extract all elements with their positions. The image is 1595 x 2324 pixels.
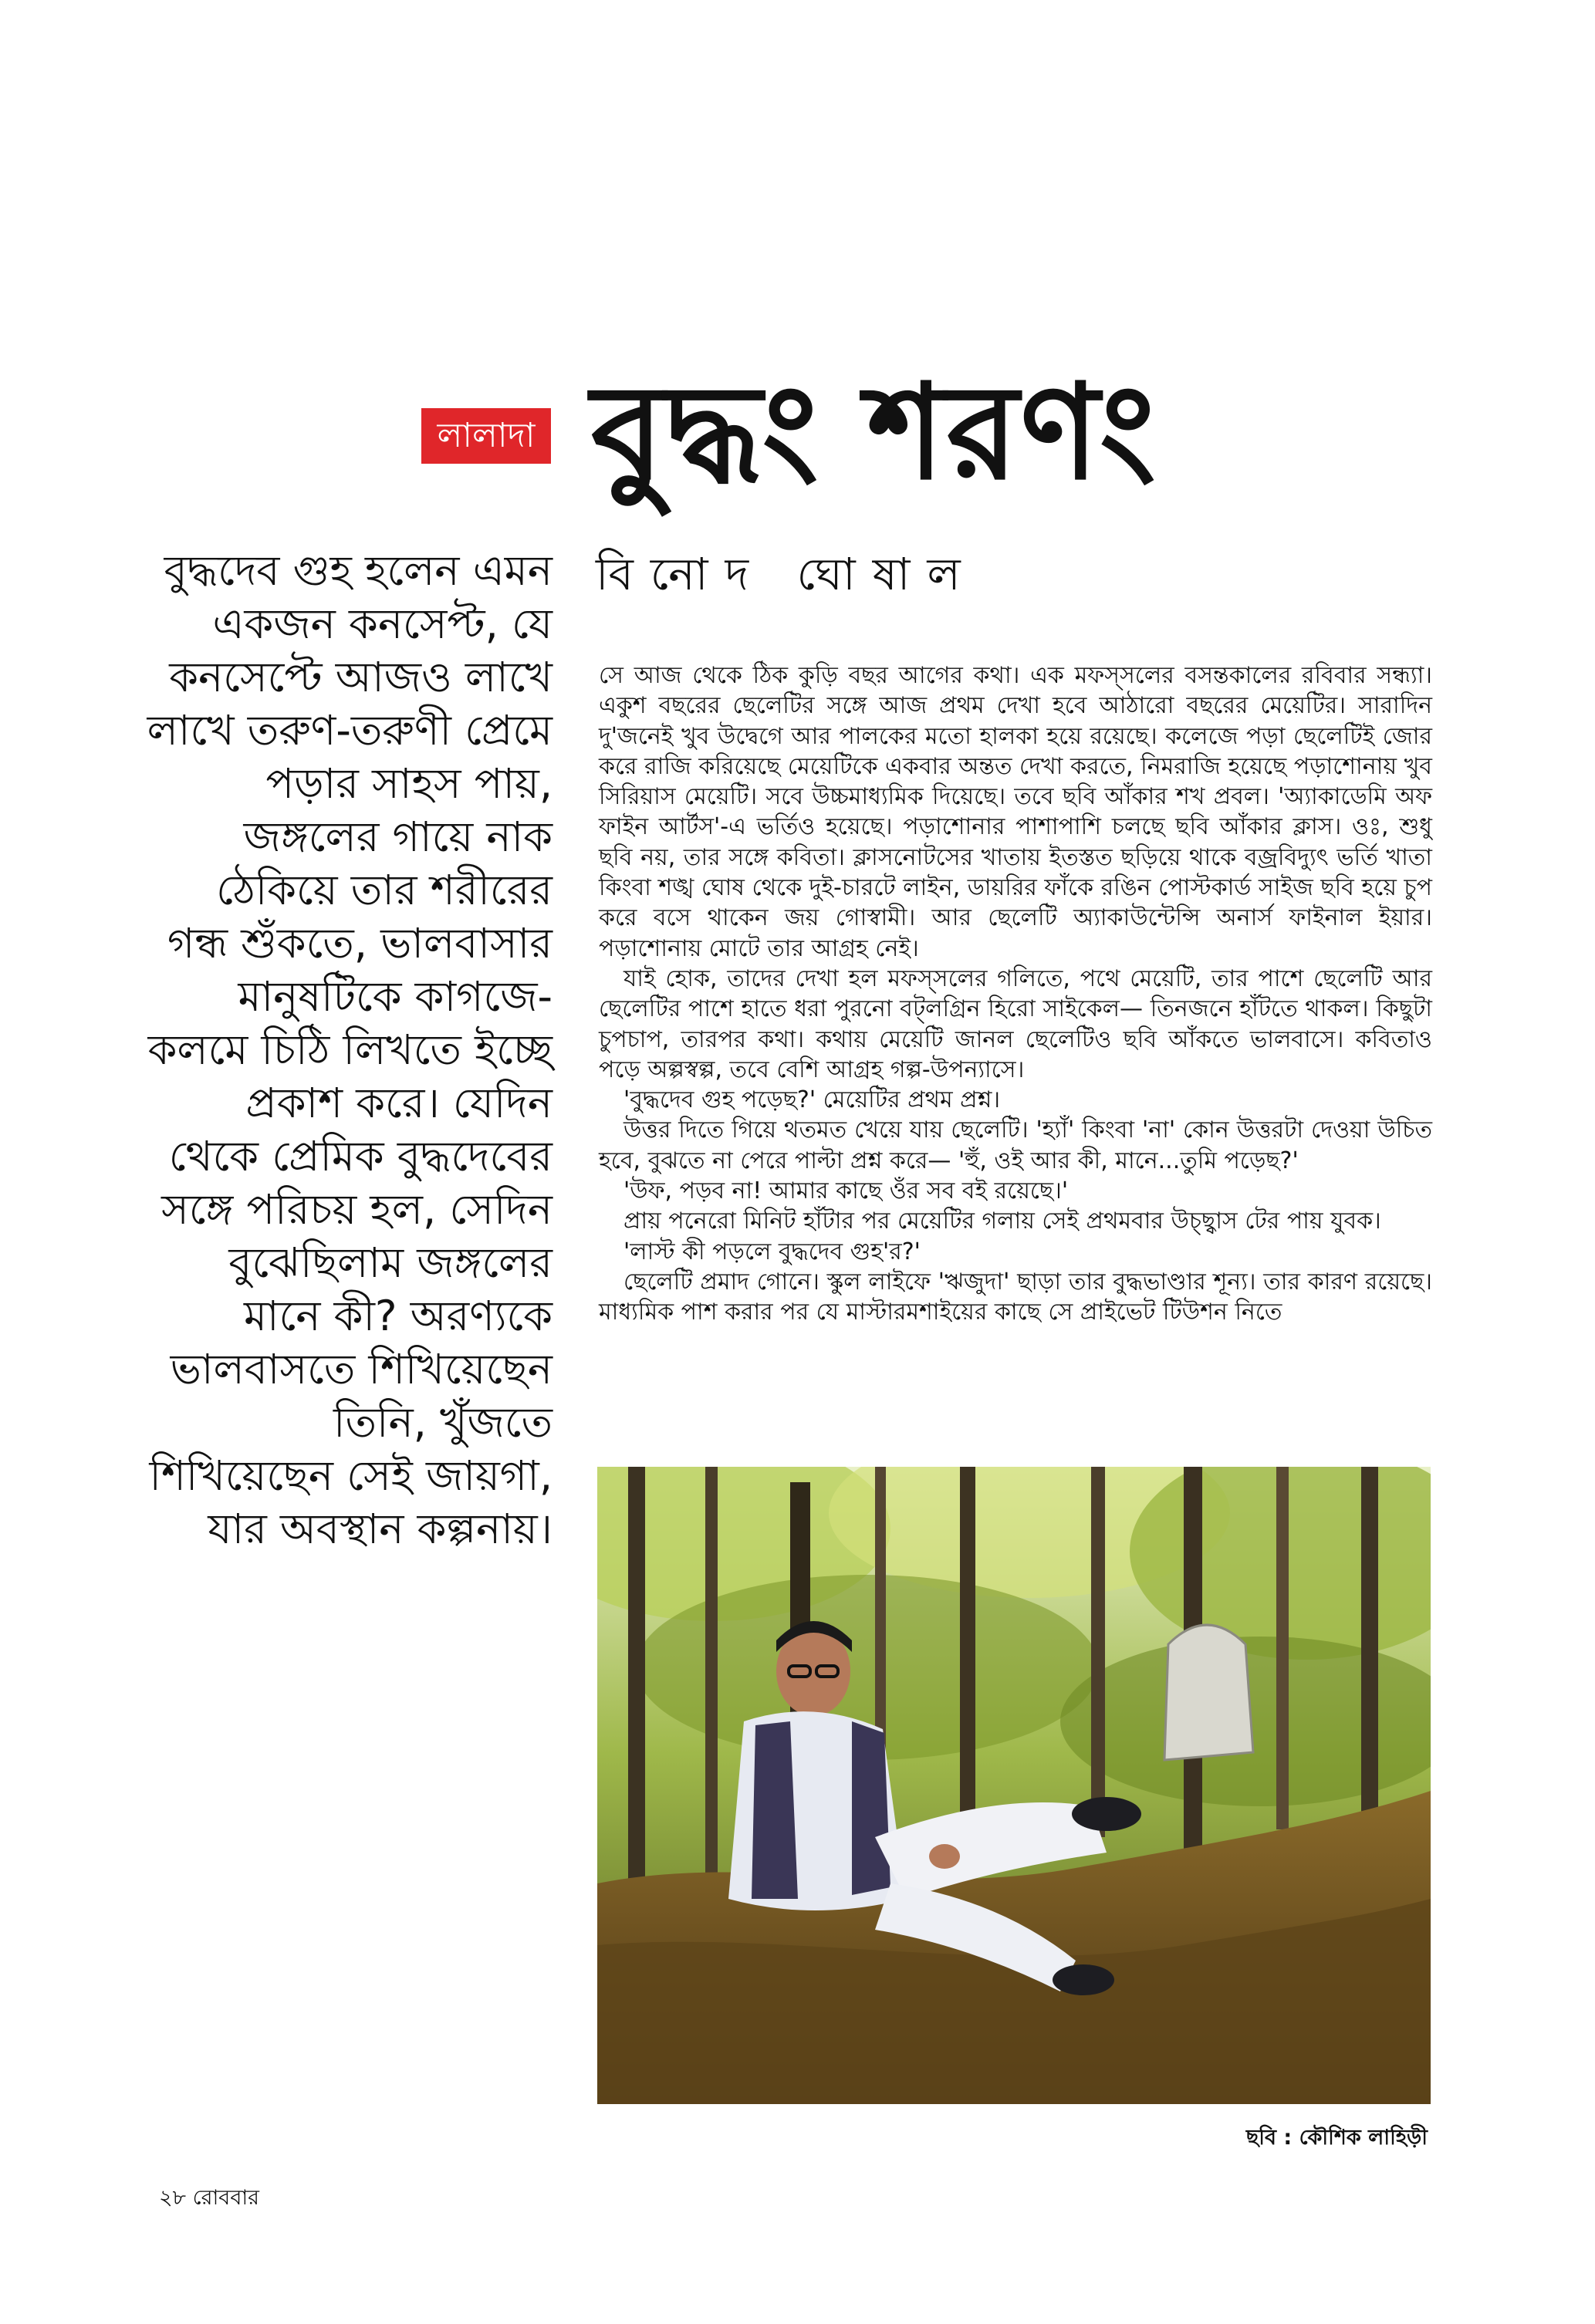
article-paragraph: 'বুদ্ধদেব গুহ পড়েছ?' মেয়েটির প্রথম প্রশ্ন। [623,1086,1001,1114]
article-paragraph: 'উফ, পড়ব না! আমার কাছে ওঁর সব বই রয়েছে।' [623,1177,1069,1205]
article-paragraph: উত্তর দিতে গিয়ে থতমত খেয়ে যায় ছেলেটি। 'হ্যাঁ' কিংবা 'না' কোন উত্তরটা দেওয়া উচিত হবে, বুঝতে না পেরে পাল্টা প্রশ্ন করে— 'হুঁ, ওই আর কী, মানে...তুমি পড়েছ?' [599,1116,1432,1174]
page-folio: ২৮ রোববার [159,2186,260,2210]
photo-credit: ছবি : কৌশিক লাহিড়ী [1245,2126,1428,2150]
article-paragraph: সে আজ থেকে ঠিক কুড়ি বছর আগের কথা। এক মফস্সলের বসন্তকালের রবিবার সন্ধ্যা। একুশ বছরের ছেলেটির সঙ্গে আজ প্রথম দেখা হবে আঠারো বছরের মেয়েটির। সারাদিন দু'জনেই খুব উদ্বেগে আর পালকের মতো হালকা হয়ে রয়েছে। কলেজে পড়া ছেলেটিই জোর করে রাজি করিয়েছে মেয়েটিকে একবার অন্তত দেখা করতে, নিমরাজি হয়েছে পড়াশোনায় খুব সিরিয়াস মেয়েটি। সবে উচ্চমাধ্যমিক দিয়েছে। তবে ছবি আঁকার শখ প্রবল। 'অ্যাকাডেমি অফ ফাইন আর্টস'-এ ভর্তিও হয়েছে। পড়াশোনার পাশাপাশি চলছে ছবি আঁকার ক্লাস। ওঃ, শুধু ছবি নয়, তার সঙ্গে কবিতা। ক্লাসনোটসের খাতায় ইতস্তত ছড়িয়ে থাকে বজ্রবিদ্যুৎ ভর্তি খাতা কিংবা শঙ্খ ঘোষ থেকে দুই-চারটে লাইন, ডায়রির ফাঁকে রঙিন পোস্টকার্ড সাইজ ছবি হয়ে চুপ করে বসে থাকেন জয় গোস্বামী। আর ছেলেটি অ্যাকাউন্টেন্সি অনার্স ফাইনাল ইয়ার। পড়াশোনায় মোটে তার আগ্রহ নেই। [599,662,1432,962]
article-paragraph: ছেলেটি প্রমাদ গোনে। স্কুল লাইফে 'ঋজুদা' ছাড়া তার বুদ্ধভাণ্ডার শূন্য। তার কারণ রয়েছে। মাধ্যমিক পাশ করার পর যে মাস্টারমশাইয়ের কাছে সে প্রাইভেট টিউশন নিতে [599,1268,1432,1326]
article-paragraph: যাই হোক, তাদের দেখা হল মফস্সলের গলিতে, পথে মেয়েটি, তার পাশে ছেলেটি আর ছেলেটির পাশে হাতে ধরা পুরনো বট্লগ্রিন হিরো সাইকেল— তিনজনে হাঁটতে থাকল। কিছুটা চুপচাপ, তারপর কথা। কথায় মেয়েটি জানল ছেলেটিও ছবি আঁকতে ভালবাসে। কবিতাও পড়ে অল্পস্বল্প, তবে বেশি আগ্রহ গল্প-উপন্যাসে। [599,964,1432,1083]
article-paragraph: 'লাস্ট কী পড়লে বুদ্ধদেব গুহ'র?' [623,1238,921,1265]
article-body [599,660,1432,1328]
article-title: বুদ্ধং শরণং [591,356,1157,509]
section-tag: লালাদা [421,408,551,464]
article-paragraph: প্রায় পনেরো মিনিট হাঁটার পর মেয়েটির গলায় সেই প্রথমবার উচ্ছ্বাস টের পায় যুবক। [623,1208,1381,1235]
author-byline: বিনোদ ঘোষাল [596,548,978,600]
forest-portrait-photo [597,1467,1431,2104]
pull-quote: বুদ্ধদেব গুহ হলেন এমন একজন কনসেপ্ট, যে কনসেপ্টে আজও লাখে লাখে তরুণ-তরুণী প্রেমে পড়ার সাহস পায়, জঙ্গলের গায়ে নাক ঠেকিয়ে তার শরীরের গন্ধ শুঁকতে, ভালবাসার মানুষটিকে কাগজে-কলমে চিঠি লিখতে ইচ্ছে প্রকাশ করে। যেদিন থেকে প্রেমিক বুদ্ধদেবের সঙ্গে পরিচয় হল, সেদিন বুঝেছিলাম জঙ্গলের মানে কী? অরণ্যকে ভালবাসতে শিখিয়েছেন তিনি, খুঁজতে শিখিয়েছেন সেই জায়গা, যার অবস্থান কল্পনায়। [147,546,553,1553]
